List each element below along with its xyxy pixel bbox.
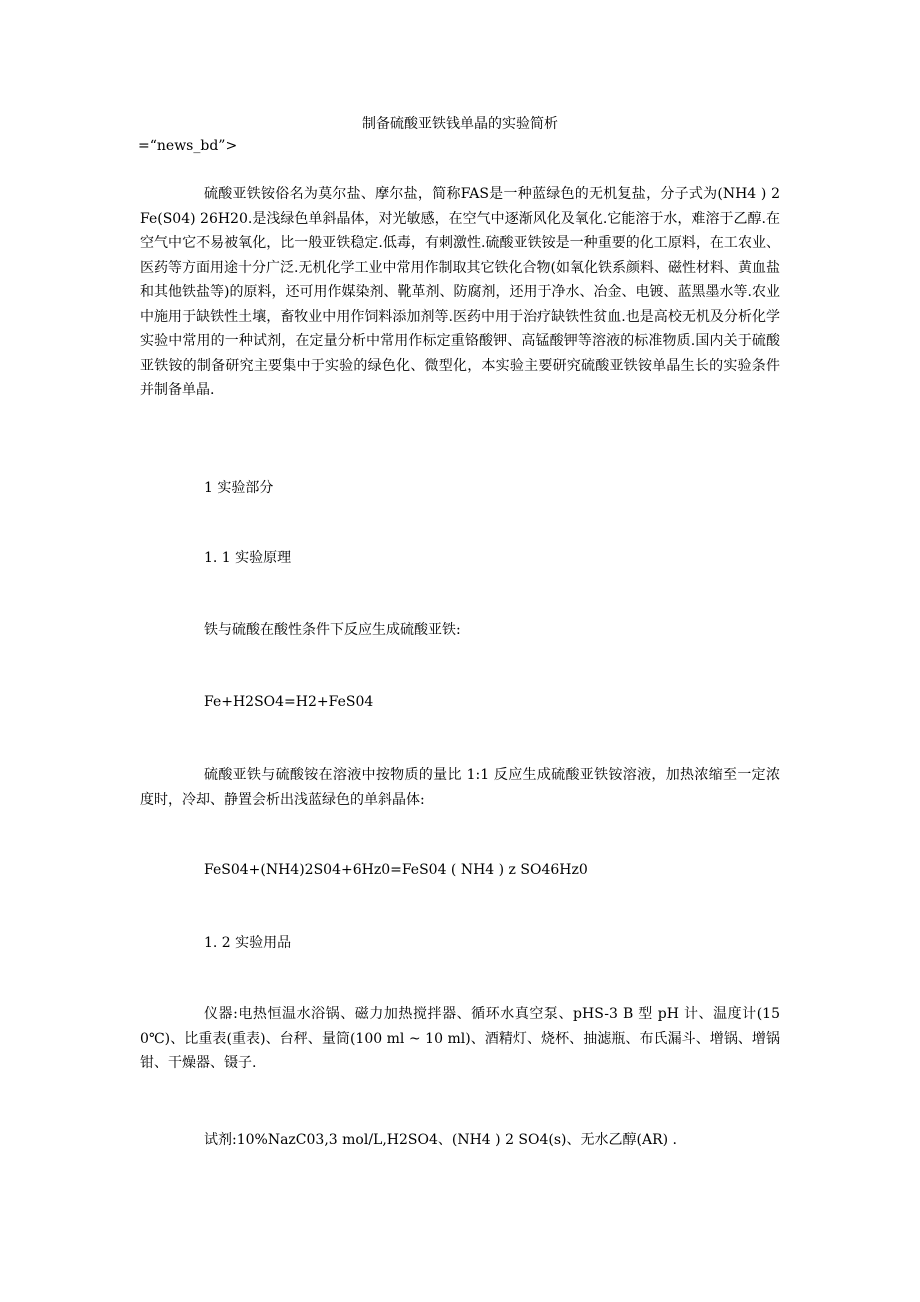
section-heading-1-1: 1. 1 实验原理 [204, 550, 292, 566]
reagents-line: 试剂:10%NazC03,3 mol/L,H2SO4、(NH4 ) 2 SO4(s)、无水乙醇(AR) . [204, 1132, 677, 1148]
document-title: 制备硫酸亚铁钱单晶的实验简析 [362, 116, 558, 132]
intro-paragraph: 硫酸亚铁铵俗名为莫尔盐、摩尔盐，简称FAS是一种蓝绿色的无机复盐，分子式为(NH4 ) 2 Fe(S04) 26H20.是浅绿色单斜晶体，对光敏感，在空气中逐渐风化及氧化.它能溶于水，难溶于乙醇.在空气中它不易被氧化，比一般亚铁稳定.低毒，有刺激性.硫酸亚铁铵是一种重要的化工原料，在工农业、医药等方面用途十分广泛.无机化学工业中常用作制取其它铁化合物(如氧化铁系颜料、磁性材料、黄血盐和其他铁盐等)的原料，还可用作媒染剂、靴革剂、防腐剂，还用于净水、冶金、电镀、蓝黑墨水等.农业中施用于缺铁性土壤，畜牧业中用作饲料添加剂等.医药中用于治疗缺铁性贫血.也是高校无机及分析化学实验中常用的一种试剂，在定量分析中常用作标定重铬酸钾、高锰酸钾等溶液的标准物质.国内关于硫酸亚铁铵的制备研究主要集中于实验的绿色化、微型化，本实验主要研究硫酸亚铁铵单晶生长的实验条件并制备单晶. [140, 186, 780, 398]
reaction-paragraph: 硫酸亚铁与硫酸铵在溶液中按物质的量比 1:1 反应生成硫酸亚铁铵溶液，加热浓缩至一定浓度时，冷却、静置会析出浅蓝绿色的单斜晶体: [140, 767, 780, 808]
principle-text: 铁与硫酸在酸性条件下反应生成硫酸亚铁: [204, 622, 461, 638]
equation-2: FeS04+(NH4)2S04+6Hz0=FeS04 ( NH4 ) z SO46Hz0 [204, 862, 588, 878]
section-heading-1: 1 实验部分 [204, 480, 274, 496]
code-fragment: =“news_bd”> [138, 138, 238, 154]
instruments-paragraph: 仪器:电热恒温水浴锅、磁力加热搅拌器、循环水真空泵、pHS-3 B 型 pH 计、温度计(150℃)、比重表(重表)、台秤、量筒(100 ml ~ 10 ml)、酒精灯、烧杯、抽滤瓶、布氏漏斗、增锅、增锅钳、干燥器、镊子. [140, 1006, 780, 1071]
section-heading-1-2: 1. 2 实验用品 [204, 935, 292, 951]
equation-1: Fe+H2SO4=H2+FeS04 [204, 694, 374, 710]
